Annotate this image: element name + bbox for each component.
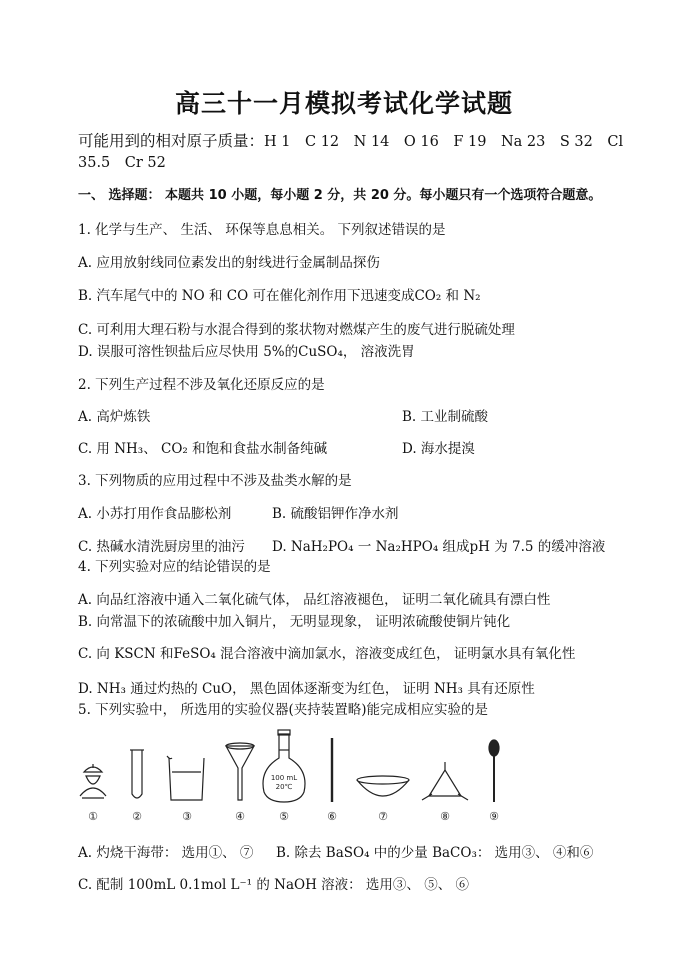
- q5-option-c: C. 配制 100mL 0.1mol L⁻¹ 的 NaOH 溶液： 选用③、 ⑤、 ⑥: [78, 877, 470, 893]
- q1-stem: 1. 化学与生产、 生活、 环保等息息相关。 下列叙述错误的是: [78, 222, 446, 238]
- atomic-mass-label: 可能用到的相对原子质量：: [78, 132, 265, 150]
- q5-option-b: B. 除去 BaSO₄ 中的少量 BaCO₃： 选用③、 ④和⑥: [276, 845, 594, 861]
- crucible-icon: [80, 764, 106, 798]
- flask-label-temperature: 20℃: [275, 783, 293, 791]
- apparatus-label-5: ⑤: [279, 810, 289, 823]
- dropper-icon: [489, 740, 499, 802]
- q2-option-b: B. 工业制硫酸: [402, 409, 489, 425]
- q2-option-c: C. 用 NH₃、 CO₂ 和饱和食盐水制备纯碱: [78, 441, 328, 457]
- page-title: 高三十一月模拟考试化学试题: [174, 89, 513, 118]
- q5-stem: 5. 下列实验中， 所选用的实验仪器(夹持装置略)能完成相应实验的是: [78, 702, 488, 718]
- atomic-mass-line-1: [78, 129, 623, 151]
- q1-option-c: C. 可利用大理石粉与水混合得到的浆状物对燃煤产生的废气进行脱硫处理: [78, 322, 515, 338]
- q1-option-a: A. 应用放射线同位素发出的射线进行金属制品探伤: [78, 255, 380, 271]
- apparatus-label-3: ③: [182, 810, 192, 823]
- q1-option-d: D. 误服可溶性钡盐后应尽快用 5%的CuSO₄， 溶液洗胃: [78, 344, 415, 360]
- section-heading: 一、 选择题： 本题共 10 小题，每小题 2 分，共 20 分。每小题只有一个选项符合题意。: [78, 188, 602, 203]
- q4-option-a: A. 向品红溶液中通入二氧化硫气体， 品红溶液褪色， 证明二氧化硫具有漂白性: [78, 592, 551, 608]
- clay-triangle-icon: [422, 762, 468, 800]
- q4-stem: 4. 下列实验对应的结论错误的是: [78, 559, 271, 575]
- apparatus-figure: [70, 728, 530, 828]
- flask-label-volume: 100 mL: [270, 774, 298, 782]
- test-tube-icon: [130, 750, 144, 798]
- apparatus-label-8: ⑧: [440, 810, 450, 823]
- q3-stem: 3. 下列物质的应用过程中不涉及盐类水解的是: [78, 473, 352, 489]
- q3-option-c: C. 热碱水清洗厨房里的油污: [78, 539, 245, 555]
- funnel-icon: [226, 743, 254, 800]
- q4-option-b: B. 向常温下的浓硫酸中加入铜片， 无明显现象， 证明浓硫酸使铜片钝化: [78, 614, 511, 630]
- atomic-mass-values: H 1 C 12 N 14 O 16 F 19 Na 23 S 32 Cl: [264, 134, 624, 150]
- atomic-mass-line-2: 35.5 Cr 52: [78, 155, 166, 171]
- q3-option-d: D. NaH₂PO₄ 一 Na₂HPO₄ 组成pH 为 7.5 的缓冲溶液: [272, 539, 606, 555]
- volumetric-flask-icon: [263, 730, 305, 802]
- q4-option-d: D. NH₃ 通过灼热的 CuO， 黑色固体逐渐变为红色， 证明 NH₃ 具有还原性: [78, 681, 535, 697]
- evaporating-dish-icon: [357, 776, 409, 796]
- apparatus-label-2: ②: [132, 810, 142, 823]
- q2-stem: 2. 下列生产过程不涉及氧化还原反应的是: [78, 377, 325, 393]
- apparatus-label-7: ⑦: [378, 810, 388, 823]
- q4-option-c: C. 向 KSCN 和FeSO₄ 混合溶液中滴加氯水，溶液变成红色， 证明氯水具有氧化性: [78, 646, 576, 662]
- q3-option-a: A. 小苏打用作食品膨松剂: [78, 506, 232, 522]
- beaker-icon: [167, 756, 204, 800]
- apparatus-label-9: ⑨: [489, 810, 499, 823]
- apparatus-label-6: ⑥: [327, 810, 337, 823]
- q3-option-b: B. 硫酸铝钾作净水剂: [272, 506, 399, 522]
- q2-option-d: D. 海水提溴: [402, 441, 475, 457]
- apparatus-label-1: ①: [88, 810, 98, 823]
- q1-option-b: B. 汽车尾气中的 NO 和 CO 可在催化剂作用下迅速变成CO₂ 和 N₂: [78, 288, 481, 304]
- q5-option-a: A. 灼烧干海带： 选用①、 ⑦: [78, 845, 254, 861]
- q2-option-a: A. 高炉炼铁: [78, 409, 151, 425]
- apparatus-label-4: ④: [235, 810, 245, 823]
